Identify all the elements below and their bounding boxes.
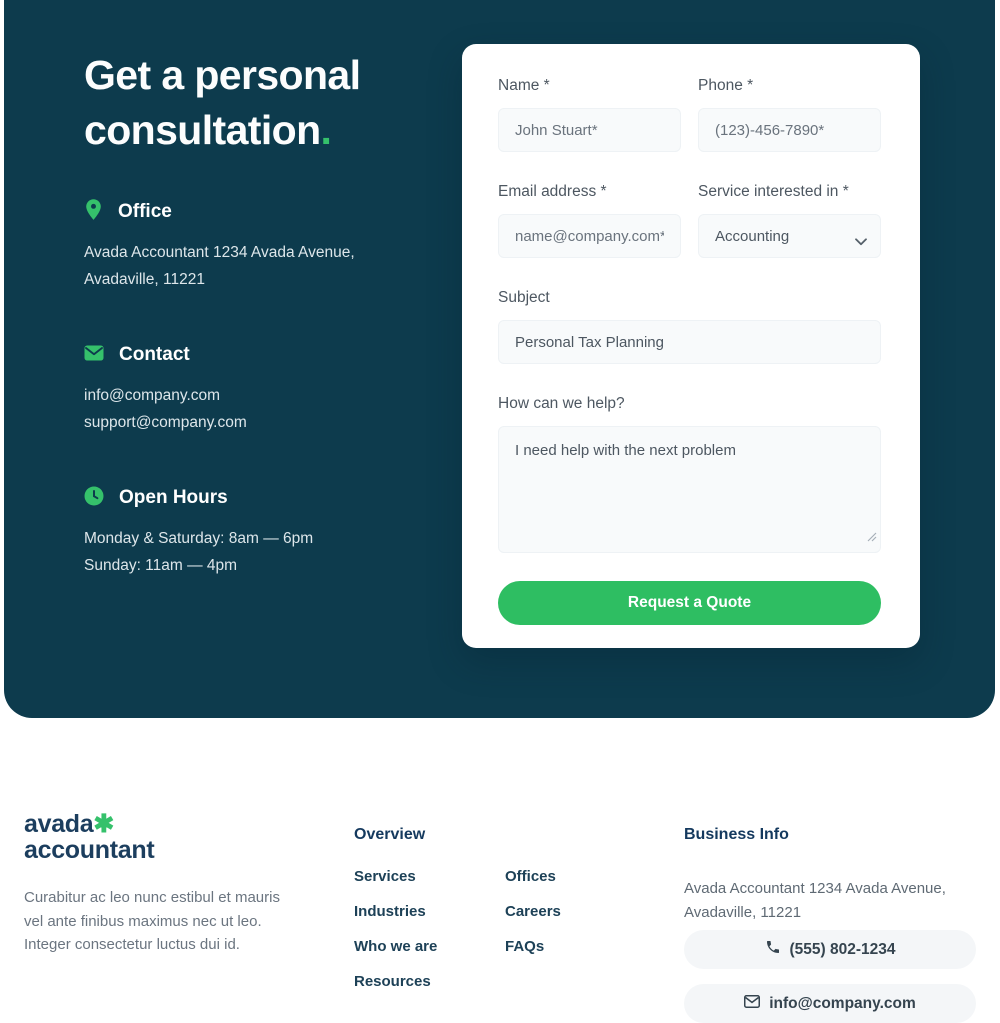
open-hours-section [84, 486, 434, 579]
logo-asterisk-icon: ✱ [93, 810, 115, 838]
phone-number: (555) 802-1234 [789, 940, 896, 958]
page-title [84, 48, 360, 158]
service-label: Service interested in * [698, 183, 849, 200]
email-address-text: info@company.com [769, 994, 916, 1012]
name-label: Name * [498, 77, 550, 94]
name-input[interactable] [498, 108, 681, 152]
office-address-line2: Avadaville, 11221 [84, 271, 205, 288]
phone-label: Phone * [698, 77, 754, 94]
message-field-group [498, 394, 881, 553]
service-select-wrap [698, 214, 881, 258]
subject-input[interactable] [498, 320, 881, 364]
title-line-2: consultation [84, 107, 321, 153]
contact-emails [84, 382, 434, 436]
title-line-1: Get a personal [84, 52, 361, 98]
subject-label: Subject [498, 289, 550, 306]
open-hours-heading-row [84, 486, 434, 510]
logo-word-accountant: accountant [24, 836, 155, 864]
consultation-form [462, 44, 920, 648]
footer-link-industries[interactable]: Industries [354, 903, 426, 920]
footer-link-who-we-are[interactable]: Who we are [354, 938, 438, 955]
hours-weekdays: Monday & Saturday: 8am — 6pm [84, 530, 314, 547]
email-field-group [498, 182, 681, 258]
service-field-group [698, 182, 881, 258]
name-field-group [498, 76, 681, 152]
footer-links-col2 [505, 868, 561, 991]
message-textarea[interactable] [498, 426, 881, 553]
message-label: How can we help? [498, 395, 625, 412]
business-address: Avada Accountant 1234 Avada Avenue, Avadaville, 11221 [684, 880, 946, 921]
contact-info-list [84, 200, 434, 579]
phone-pill-button[interactable] [684, 930, 976, 969]
contact-heading-row [84, 343, 434, 367]
office-address [84, 239, 434, 293]
footer-logo[interactable] [24, 811, 154, 863]
office-section [84, 200, 434, 293]
hours-sunday: Sunday: 11am — 4pm [84, 557, 238, 574]
form-row-email-service [498, 182, 881, 258]
title-accent-period: . [320, 107, 332, 153]
footer-link-resources[interactable]: Resources [354, 973, 431, 990]
contact-email-support[interactable]: support@company.com [84, 414, 247, 431]
footer-link-offices[interactable]: Offices [505, 868, 556, 885]
logo-word-avada: avada [24, 810, 94, 838]
phone-field-group [698, 76, 881, 152]
office-address-line1: Avada Accountant 1234 Avada Avenue, [84, 244, 355, 261]
footer-link-services[interactable]: Services [354, 868, 416, 885]
business-info-heading: Business Info [684, 826, 789, 843]
open-hours-heading: Open Hours [119, 487, 228, 508]
footer-links-col1 [354, 868, 505, 991]
email-field[interactable] [498, 214, 681, 258]
office-heading: Office [118, 201, 172, 222]
contact-email-primary[interactable]: info@company.com [84, 387, 221, 404]
email-pill-button[interactable] [684, 984, 976, 1023]
open-hours-lines [84, 525, 434, 579]
map-pin-icon [84, 198, 103, 226]
envelope-icon [84, 345, 104, 366]
message-textarea-wrap [498, 426, 881, 553]
service-select[interactable] [698, 214, 881, 258]
request-quote-button[interactable]: Request a Quote [498, 581, 881, 625]
footer-links [354, 868, 561, 991]
footer-link-careers[interactable]: Careers [505, 903, 561, 920]
phone-icon [765, 939, 781, 960]
footer-link-faqs[interactable]: FAQs [505, 938, 545, 955]
phone-input[interactable] [698, 108, 881, 152]
form-row-name-phone [498, 76, 881, 152]
footer-description: Curabitur ac leo nunc estibul et mauris vel ante finibus maximus nec ut leo. Integer consectetur luctus dui id. [24, 889, 280, 953]
subject-field-group [498, 288, 881, 364]
contact-heading: Contact [119, 344, 190, 365]
email-label: Email address * [498, 183, 607, 200]
consultation-section [4, 0, 995, 718]
office-heading-row [84, 200, 434, 224]
mail-icon [744, 995, 760, 1013]
contact-section [84, 343, 434, 436]
clock-icon [84, 486, 104, 511]
overview-heading: Overview [354, 826, 426, 843]
